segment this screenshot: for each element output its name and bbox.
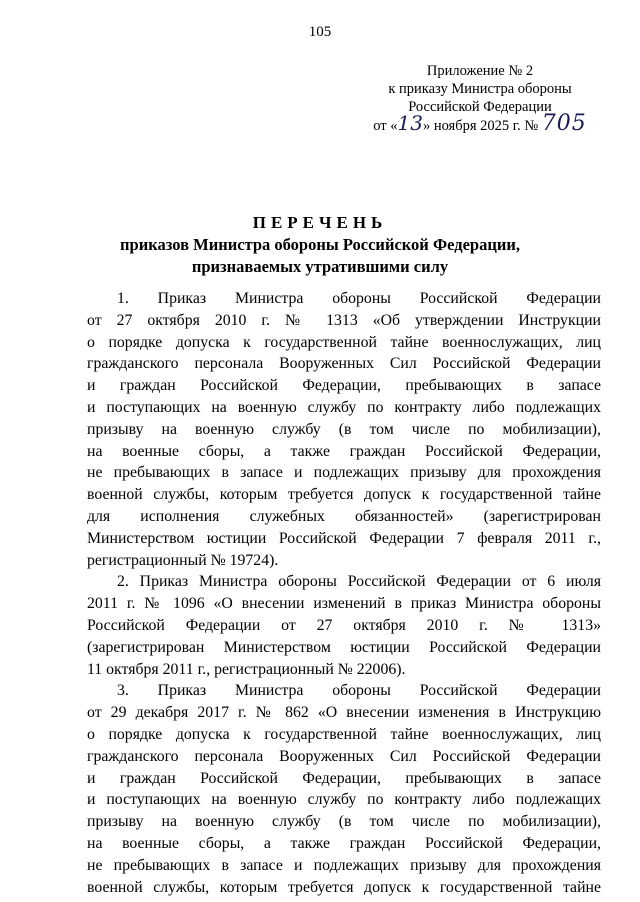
paragraph-line: Российской Федерации от 27 октября 2010 г. № 1313» [87, 616, 601, 634]
appendix-line: к приказу Министра обороны [388, 81, 572, 97]
handwritten-day: 13 [397, 111, 423, 135]
paragraph-line: от 29 декабря 2017 г. № 862 «О внесении изменения в Инструкцию [87, 704, 601, 722]
paragraph-line: на военные сборы, а также граждан Российской Федерации, [87, 442, 601, 460]
appendix-header [360, 62, 600, 135]
paragraph-line: и поступающих на военную службу по контракту либо подлежащих [87, 791, 601, 809]
paragraph-line: для исполнения служебных обязанностей» (зарегистрирован [87, 507, 601, 525]
paragraph-line: 11 октября 2011 г., регистрационный № 22006). [87, 660, 406, 678]
paragraph-line: военной службы, которым требуется допуск к государственной тайне [87, 486, 601, 504]
title-line: признаваемых утратившими силу [191, 257, 449, 276]
page-number: 105 [308, 24, 332, 40]
paragraph-line: не пребывающих в запасе и подлежащих призыву для прохождения [87, 856, 601, 874]
date-prefix: от « [373, 118, 398, 134]
paragraph-line: призыву на военную службу (в том числе по мобилизации), [87, 420, 601, 438]
paragraph-line: о порядке допуска к государственной тайне военнослужащих, лиц [87, 725, 601, 743]
paragraph-line: и граждан Российской Федерации, пребывающих в запасе [87, 377, 601, 395]
appendix-line: Российской Федерации [408, 99, 552, 115]
paragraph-line: гражданского персонала Вооруженных Сил Российской Федерации [87, 747, 601, 765]
paragraph-line: от 27 октября 2010 г. № 1313 «Об утверждении Инструкции [87, 311, 601, 329]
document-title [40, 212, 600, 278]
paragraph-line: и граждан Российской Федерации, пребывающих в запасе [87, 769, 601, 787]
appendix-line: Приложение № 2 [426, 63, 534, 79]
title-heading: ПЕРЕЧЕНЬ [252, 213, 388, 232]
paragraph-line: не пребывающих в запасе и подлежащих призыву для прохождения [87, 464, 601, 482]
paragraph-line: 1. Приказ Министра обороны Российской Федерации [117, 290, 601, 307]
paragraph-line: на военные сборы, а также граждан Российской Федерации, [87, 834, 601, 852]
paragraph-line: (зарегистрирован Министерством юстиции Российской Федерации [87, 638, 601, 656]
paragraph-line: о порядке допуска к государственной тайне военнослужащих, лиц [87, 333, 601, 351]
date-middle: » ноября 2025 г. № [422, 118, 542, 134]
appendix-date-line [360, 111, 600, 136]
paragraph-line: призыву на военную службу (в том числе по мобилизации), [87, 813, 601, 831]
handwritten-order-number: 705 [541, 111, 587, 136]
paragraph-line: регистрационный № 19724). [87, 551, 279, 569]
paragraph-line: 3. Приказ Министра обороны Российской Федерации [117, 682, 601, 700]
paragraph-line: 2. Приказ Министра обороны Российской Федерации от 6 июля [117, 573, 601, 591]
paragraph-line: 2011 г. № 1096 «О внесении изменений в приказ Министра обороны [87, 595, 601, 613]
paragraph-line: гражданского персонала Вооруженных Сил Российской Федерации [87, 355, 601, 373]
paragraph-line: Министерством юстиции Российской Федерации 7 февраля 2011 г., [87, 529, 601, 547]
paragraph-line: военной службы, которым требуется допуск к государственной тайне [87, 878, 601, 896]
title-line: приказов Министра обороны Российской Федерации, [120, 235, 520, 254]
document-body [87, 288, 601, 898]
paragraph-line: и поступающих на военную службу по контракту либо подлежащих [87, 398, 601, 416]
